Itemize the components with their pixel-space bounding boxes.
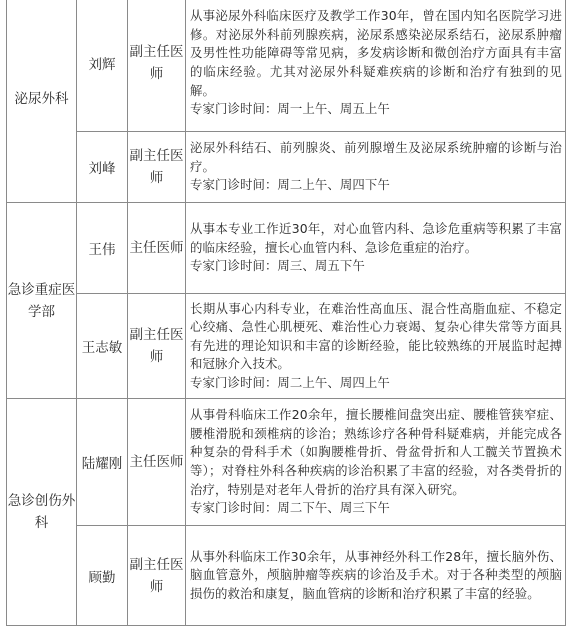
doctor-description-cell xyxy=(186,294,566,399)
doctor-description-cell xyxy=(186,132,566,203)
doctor-title: 副主任医师 xyxy=(128,0,186,132)
clinic-hours: 专家门诊时间：周二下午、周三下午 xyxy=(190,500,390,516)
doctor-description: 泌尿外科结石、前列腺炎、前列腺增生及泌尿系统肿瘤的诊断与治疗。 xyxy=(190,140,562,174)
table-row xyxy=(7,132,566,203)
table-row xyxy=(7,0,566,132)
doctor-name: 陆耀刚 xyxy=(77,399,128,526)
clinic-hours: 专家门诊时间：周二上午、周四上午 xyxy=(190,374,390,390)
department-cell: 急诊重症医学部 xyxy=(7,203,77,399)
doctor-description-cell xyxy=(186,203,566,294)
department-cell: 泌尿外科 xyxy=(7,0,77,203)
clinic-hours: 专家门诊时间：周二上午、周四下午 xyxy=(190,177,390,193)
doctor-title: 副主任医师 xyxy=(128,132,186,203)
table-row xyxy=(7,399,566,526)
table-row xyxy=(7,294,566,399)
clinic-hours: 专家门诊时间：周一上午、周五上午 xyxy=(190,101,390,117)
clinic-hours: 专家门诊时间：周三、周五下午 xyxy=(190,258,365,274)
doctor-name: 王志敏 xyxy=(77,294,128,399)
doctor-title: 副主任医师 xyxy=(128,526,186,626)
doctor-name: 刘辉 xyxy=(77,0,128,132)
department-cell: 急诊创伤外科 xyxy=(7,399,77,626)
doctor-title: 主任医师 xyxy=(128,399,186,526)
doctor-title: 副主任医师 xyxy=(128,294,186,399)
doctor-name: 顾勤 xyxy=(77,526,128,626)
doctor-description: 从事骨科临床工作20余年，擅长腰椎间盘突出症、腰椎管狭窄症、腰椎滑脱和颈椎病的诊治；熟练诊疗各种骨科疑难病，并能完成各种复杂的骨科手术（如胸腰椎骨折、骨盆骨折和人工髋关节置换术等）；对脊柱外科各种疾病的诊治积累了丰富的经验，对各类骨折的治疗，特别是对老年人骨折的治疗具有深入研究。 xyxy=(190,407,562,497)
table-row xyxy=(7,203,566,294)
doctor-description: 从事外科临床工作30余年，从事神经外科工作28年，擅长脑外伤、脑血管意外，颅脑肿瘤等疾病的诊治及手术。对于各种类型的颅脑损伤的救治和康复，脑血管病的诊断和治疗积累了丰富的经验。 xyxy=(190,548,562,601)
doctor-description-cell xyxy=(186,0,566,132)
doctor-title: 主任医师 xyxy=(128,203,186,294)
table-row xyxy=(7,526,566,626)
doctor-description: 从事本专业工作近30年，对心血管内科、急诊危重病等积累了丰富的临床经验，擅长心血管内科、急诊危重症的治疗。 xyxy=(190,221,562,255)
doctor-description-cell xyxy=(186,526,566,626)
doctor-description: 长期从事心内科专业，在难治性高血压、混合性高脂血症、不稳定心绞痛、急性心肌梗死、难治性心力衰竭、复杂心律失常等方面具有先进的理论知识和丰富的诊断经验，能比较熟练的开展监时起搏和冠脉介入技术。 xyxy=(190,300,562,372)
doctor-name: 刘峰 xyxy=(77,132,128,203)
doctor-description-cell xyxy=(186,399,566,526)
doctor-name: 王伟 xyxy=(77,203,128,294)
doctor-description: 从事泌尿外科临床医疗及教学工作30年，曾在国内知名医院学习进修。对泌尿外科前列腺疾病，泌尿系感染泌尿系结石，泌尿系肿瘤及男性性功能障碍等常见病，多发病诊断和微创治疗方面具有丰富的临床经验。尤其对泌尿外科疑难疾病的诊断和治疗有独到的见解。 xyxy=(190,8,562,98)
doctor-roster-table xyxy=(6,0,566,626)
